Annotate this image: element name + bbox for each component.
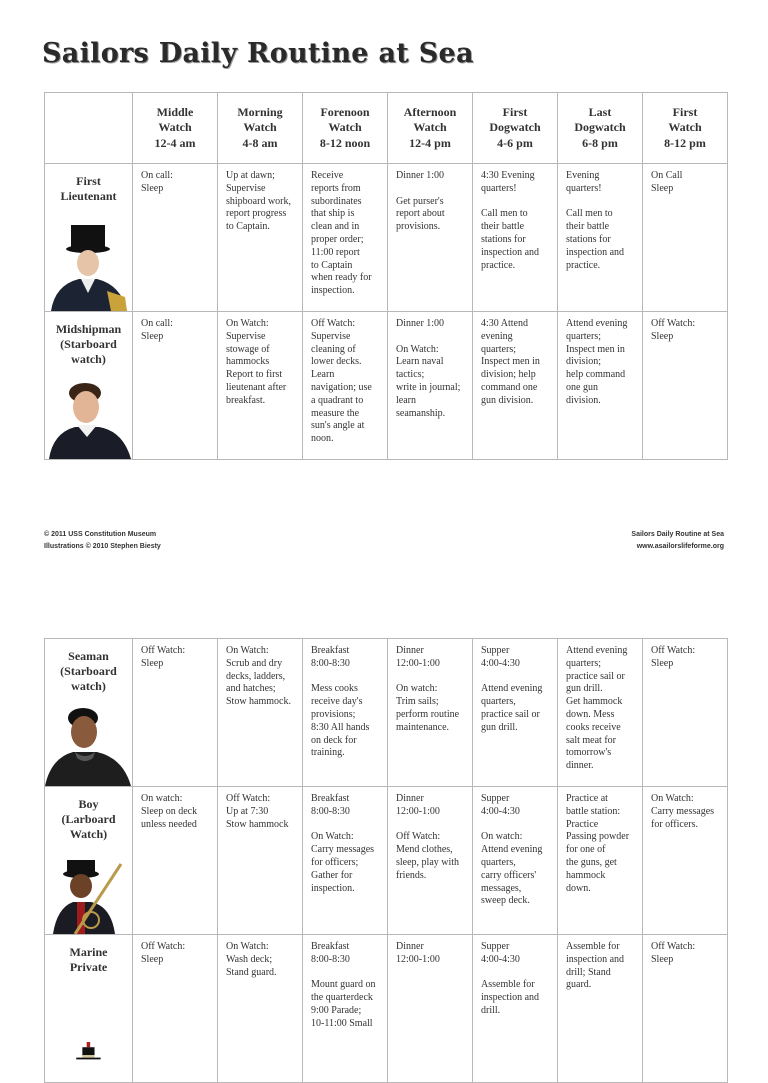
cell-text: Dinner 1:00 Get purser's report about provisions. bbox=[396, 170, 445, 233]
table-cell bbox=[558, 787, 643, 935]
table-cell bbox=[303, 164, 388, 312]
cell-text: 4:30 Attend evening quarters; Inspect men in division; help command one gun division. bbox=[481, 318, 540, 406]
table-cell bbox=[303, 639, 388, 787]
marine-portrait bbox=[45, 1042, 131, 1082]
footer-left bbox=[44, 529, 161, 553]
table-cell bbox=[133, 312, 218, 460]
row-header bbox=[45, 164, 133, 312]
illustrations-credit: Illustrations © 2010 Stephen Biesty bbox=[44, 543, 161, 550]
cell-text: Assemble for inspection and drill; Stand guard. bbox=[566, 941, 625, 991]
header-middle-watch: Middle Watch 12-4 am bbox=[133, 93, 218, 164]
cell-text: Practice at battle station: Practice Passing powder for one of the guns, get hammock down. bbox=[566, 793, 630, 894]
table-cell bbox=[133, 787, 218, 935]
table-row bbox=[45, 787, 728, 935]
first-lieutenant-portrait bbox=[45, 219, 131, 311]
cell-text: Attend evening quarters; practice sail or gun drill. Get hammock down. Mess cooks receive salt meat for tomorrow's dinner. bbox=[566, 645, 628, 772]
table-cell bbox=[303, 787, 388, 935]
table-cell bbox=[643, 312, 728, 460]
page-title: Sailors Daily Routine at Sea bbox=[42, 38, 474, 69]
cell-text: Supper 4:00-4:30 Attend evening quarters, practice sail or gun drill. bbox=[481, 645, 543, 733]
table-row bbox=[45, 312, 728, 460]
cell-text: On Watch: Supervise stowage of hammocks Report to first lieutenant after breakfast. bbox=[226, 318, 287, 406]
table-cell bbox=[558, 164, 643, 312]
midshipman-portrait bbox=[45, 367, 131, 459]
row-header bbox=[45, 935, 133, 1083]
header-first-watch: First Watch 8-12 pm bbox=[643, 93, 728, 164]
routine-table-bottom bbox=[44, 638, 728, 1083]
row-label: Marine Private bbox=[69, 945, 108, 974]
row-label: Seaman (Starboard watch) bbox=[60, 649, 117, 693]
table-cell bbox=[473, 935, 558, 1083]
cell-text: On Watch: Wash deck; Stand guard. bbox=[226, 941, 277, 978]
cell-text: Off Watch: Supervise cleaning of lower decks. Learn navigation; use a quadrant to measure the sun's angle at noon. bbox=[311, 318, 372, 445]
cell-text: Evening quarters! Call men to their battle stations for inspection and practice. bbox=[566, 170, 625, 271]
table-cell bbox=[388, 164, 473, 312]
cell-text: Dinner 12:00-1:00 Off Watch: Mend clothes, sleep, play with friends. bbox=[396, 793, 460, 881]
cell-text: Off Watch: Sleep bbox=[141, 941, 186, 965]
header-row bbox=[45, 93, 728, 164]
cell-text: Breakfast 8:00-8:30 On Watch: Carry messages for officers; Gather for inspection. bbox=[311, 793, 375, 894]
table-row bbox=[45, 639, 728, 787]
seaman-portrait bbox=[45, 694, 131, 786]
footer-right bbox=[631, 529, 724, 553]
row-header bbox=[45, 787, 133, 935]
cell-text: Off Watch: Sleep bbox=[651, 941, 696, 965]
table-cell bbox=[388, 312, 473, 460]
row-header bbox=[45, 639, 133, 787]
table-cell bbox=[218, 935, 303, 1083]
table-cell bbox=[388, 639, 473, 787]
cell-text: On watch: Sleep on deck unless needed bbox=[141, 793, 198, 830]
cell-text: Off Watch: Sleep bbox=[651, 318, 696, 342]
cell-text: On Watch: Carry messages for officers. bbox=[651, 793, 715, 830]
cell-text: 4:30 Evening quarters! Call men to their battle stations for inspection and practice. bbox=[481, 170, 540, 271]
table-row bbox=[45, 164, 728, 312]
cell-text: Breakfast 8:00-8:30 Mount guard on the quarterdeck 9:00 Parade; 10-11:00 Small bbox=[311, 941, 376, 1029]
cell-text: Off Watch: Sleep bbox=[651, 645, 696, 669]
table-cell bbox=[303, 312, 388, 460]
table-cell bbox=[473, 787, 558, 935]
table-cell bbox=[473, 639, 558, 787]
table-cell bbox=[218, 787, 303, 935]
table-cell bbox=[388, 935, 473, 1083]
cell-text: Off Watch: Sleep bbox=[141, 645, 186, 669]
routine-table-top bbox=[44, 92, 728, 460]
cell-text: Off Watch: Up at 7:30 Stow hammock bbox=[226, 793, 289, 830]
table-cell bbox=[303, 935, 388, 1083]
table-cell bbox=[218, 312, 303, 460]
cell-text: Receive reports from subordinates that ship is clean and in proper order; 11:00 report to Captain when ready for inspection. bbox=[311, 170, 372, 297]
header-afternoon-watch: Afternoon Watch 12-4 pm bbox=[388, 93, 473, 164]
cell-text: Up at dawn; Supervise shipboard work, report progress to Captain. bbox=[226, 170, 291, 233]
table-cell bbox=[473, 312, 558, 460]
copyright-text: © 2011 USS Constitution Museum bbox=[44, 531, 157, 538]
cell-text: Supper 4:00-4:30 On watch: Attend evening quarters, carry officers' messages, sweep deck. bbox=[481, 793, 543, 907]
table-cell bbox=[218, 164, 303, 312]
table-cell bbox=[133, 935, 218, 1083]
cell-text: Dinner 12:00-1:00 On watch: Trim sails; perform routine maintenance. bbox=[396, 645, 460, 733]
website-link[interactable]: www.asailorslifeforme.org bbox=[636, 543, 724, 550]
table-cell bbox=[473, 164, 558, 312]
header-morning-watch: Morning Watch 4-8 am bbox=[218, 93, 303, 164]
row-label: Boy (Larboard Watch) bbox=[61, 797, 116, 841]
header-last-dogwatch: Last Dogwatch 6-8 pm bbox=[558, 93, 643, 164]
cell-text: Dinner 12:00-1:00 bbox=[396, 941, 440, 965]
table-cell bbox=[558, 935, 643, 1083]
cell-text: On Watch: Scrub and dry decks, ladders, and hatches; Stow hammock. bbox=[226, 645, 291, 708]
table-cell bbox=[643, 935, 728, 1083]
table-cell bbox=[133, 639, 218, 787]
table-cell bbox=[133, 164, 218, 312]
header-first-dogwatch: First Dogwatch 4-6 pm bbox=[473, 93, 558, 164]
cell-text: Dinner 1:00 On Watch: Learn naval tactics; write in journal; learn seamanship. bbox=[396, 318, 461, 419]
cell-text: On call: Sleep bbox=[141, 318, 173, 342]
table-cell bbox=[218, 639, 303, 787]
table-row bbox=[45, 935, 728, 1083]
table-cell bbox=[558, 639, 643, 787]
cell-text: Attend evening quarters; Inspect men in division; help command one gun division. bbox=[566, 318, 628, 406]
table-cell bbox=[643, 164, 728, 312]
table-cell bbox=[643, 787, 728, 935]
corner-cell bbox=[45, 93, 133, 164]
footer-doc-title: Sailors Daily Routine at Sea bbox=[631, 531, 724, 538]
cell-text: On Call Sleep bbox=[651, 170, 683, 194]
cell-text: Breakfast 8:00-8:30 Mess cooks receive day's provisions; 8:30 All hands on deck for training. bbox=[311, 645, 370, 759]
boy-portrait bbox=[45, 842, 131, 934]
row-label: First Lieutenant bbox=[60, 174, 117, 203]
cell-text: On call: Sleep bbox=[141, 170, 173, 194]
cell-text: Supper 4:00-4:30 Assemble for inspection and drill. bbox=[481, 941, 540, 1016]
header-forenoon-watch: Forenoon Watch 8-12 noon bbox=[303, 93, 388, 164]
table-cell bbox=[643, 639, 728, 787]
row-header bbox=[45, 312, 133, 460]
table-cell bbox=[388, 787, 473, 935]
row-label: Midshipman (Starboard watch) bbox=[55, 322, 122, 366]
table-cell bbox=[558, 312, 643, 460]
